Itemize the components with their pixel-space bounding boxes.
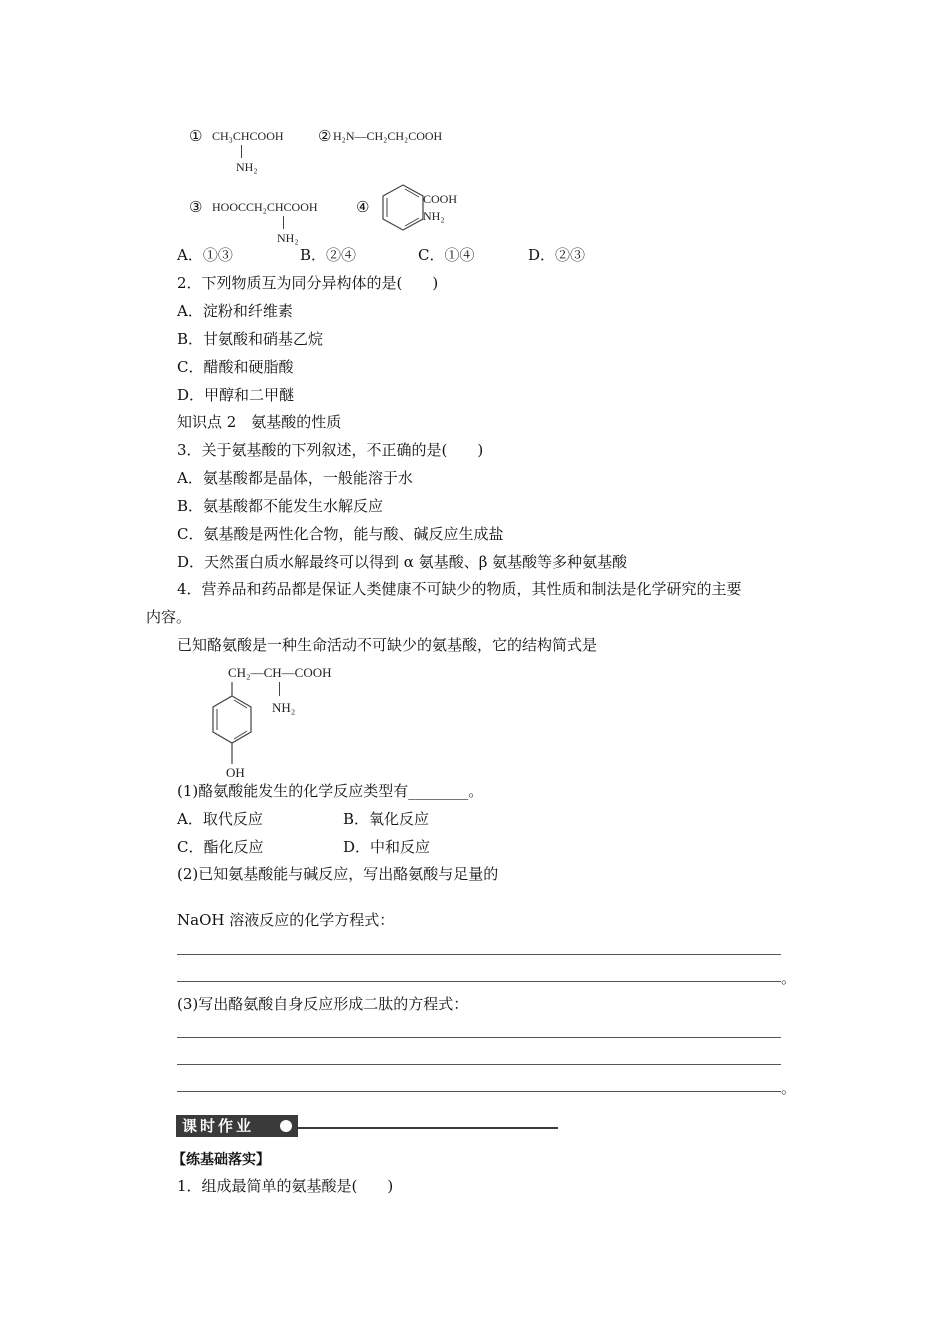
- q1-option-c: C．①④: [418, 246, 475, 264]
- homework-banner-rule: [298, 1127, 558, 1129]
- q2-option-a: A．淀粉和纤维素: [177, 302, 293, 320]
- structure-2-formula: H₂N—CH₂CH₂COOH: [333, 129, 443, 143]
- q4-stem-line1: 4．营养品和药品都是保证人类健康不可缺少的物质，其性质和制法是化学研究的主要: [177, 580, 742, 598]
- q2-stem: 2．下列物质互为同分异构体的是( ): [177, 274, 439, 292]
- q4-part3: (3)写出酪氨酸自身反应形成二肽的方程式：: [177, 995, 469, 1013]
- q2-option-d: D．甲醇和二甲醚: [177, 386, 295, 404]
- tyrosine-amino-bond: [279, 682, 280, 696]
- answer-line[interactable]: [177, 1064, 781, 1065]
- answer-line[interactable]: [177, 1037, 781, 1038]
- homework-banner: [176, 1115, 298, 1137]
- structure-3-amino: NH₂: [277, 231, 299, 245]
- q4-part1-option-b: B．氧化反应: [343, 810, 430, 828]
- structure-1-amino: NH₂: [236, 160, 258, 174]
- homework-subheading: 【练基础落实】: [172, 1152, 270, 1168]
- q4-part1: (1)酪氨酸能发生的化学反应类型有________。: [177, 782, 484, 800]
- q4-stem-line2: 内容。: [146, 608, 192, 626]
- answer-line[interactable]: [177, 1091, 781, 1092]
- q2-option-c: C．醋酸和硬脂酸: [177, 358, 294, 376]
- q4-part1-option-a: A．取代反应: [177, 810, 263, 828]
- q3-option-d: D．天然蛋白质水解最终可以得到 α 氨基酸、β 氨基酸等多种氨基酸: [177, 553, 628, 571]
- tyrosine-hydroxyl: OH: [226, 765, 245, 780]
- homework-q1: 1．组成最简单的氨基酸是( ): [177, 1177, 394, 1195]
- homework-banner-label: 课时作业: [182, 1117, 255, 1135]
- q4-part1-option-d: D．中和反应: [343, 838, 431, 856]
- structure-4-carboxyl: COOH: [423, 192, 458, 206]
- q3-option-a: A．氨基酸都是晶体，一般能溶于水: [177, 469, 413, 487]
- structure-3-formula: HOOCCH₂CHCOOH: [212, 200, 318, 214]
- q4-part2-line2: NaOH 溶液反应的化学方程式：: [177, 911, 395, 929]
- answer-period: 。: [781, 969, 797, 987]
- q3-stem: 3．关于氨基酸的下列叙述，不正确的是( ): [177, 441, 484, 459]
- q1-option-d: D．②③: [528, 246, 586, 264]
- structure-1-bond: [241, 145, 242, 158]
- section-heading: 知识点 2 氨基酸的性质: [177, 413, 342, 431]
- q4-part1-option-c: C．酯化反应: [177, 838, 264, 856]
- q4-part2-line1: (2)已知氨基酸能与碱反应，写出酪氨酸与足量的: [177, 865, 499, 883]
- bullet-icon: [280, 1120, 292, 1132]
- q1-option-a: A．①③: [177, 246, 233, 264]
- structure-3-number: ③: [189, 198, 203, 216]
- structure-3-bond: [283, 216, 284, 229]
- q4-stem-line3: 已知酪氨酸是一种生命活动不可缺少的氨基酸，它的结构简式是: [177, 636, 598, 654]
- answer-line[interactable]: [177, 981, 781, 982]
- q1-option-b: B．②④: [300, 246, 357, 264]
- q3-option-b: B．氨基酸都不能发生水解反应: [177, 497, 384, 515]
- answer-period: 。: [781, 1079, 797, 1097]
- answer-line[interactable]: [177, 954, 781, 955]
- tyrosine-amino: NH₂: [272, 700, 296, 715]
- structure-2-number: ②: [318, 127, 332, 145]
- benzene-ring-icon: [378, 183, 428, 233]
- structure-4-number: ④: [356, 198, 370, 216]
- structure-1-formula: CH₃CHCOOH: [212, 129, 284, 143]
- structure-4-amino: NH₂: [423, 209, 445, 223]
- q2-option-b: B．甘氨酸和硝基乙烷: [177, 330, 324, 348]
- tyrosine-chain: CH₂—CH—COOH: [228, 665, 332, 680]
- q3-option-c: C．氨基酸是两性化合物，能与酸、碱反应生成盐: [177, 525, 504, 543]
- structure-1-number: ①: [189, 127, 203, 145]
- tyrosine-ring-icon: [209, 682, 255, 768]
